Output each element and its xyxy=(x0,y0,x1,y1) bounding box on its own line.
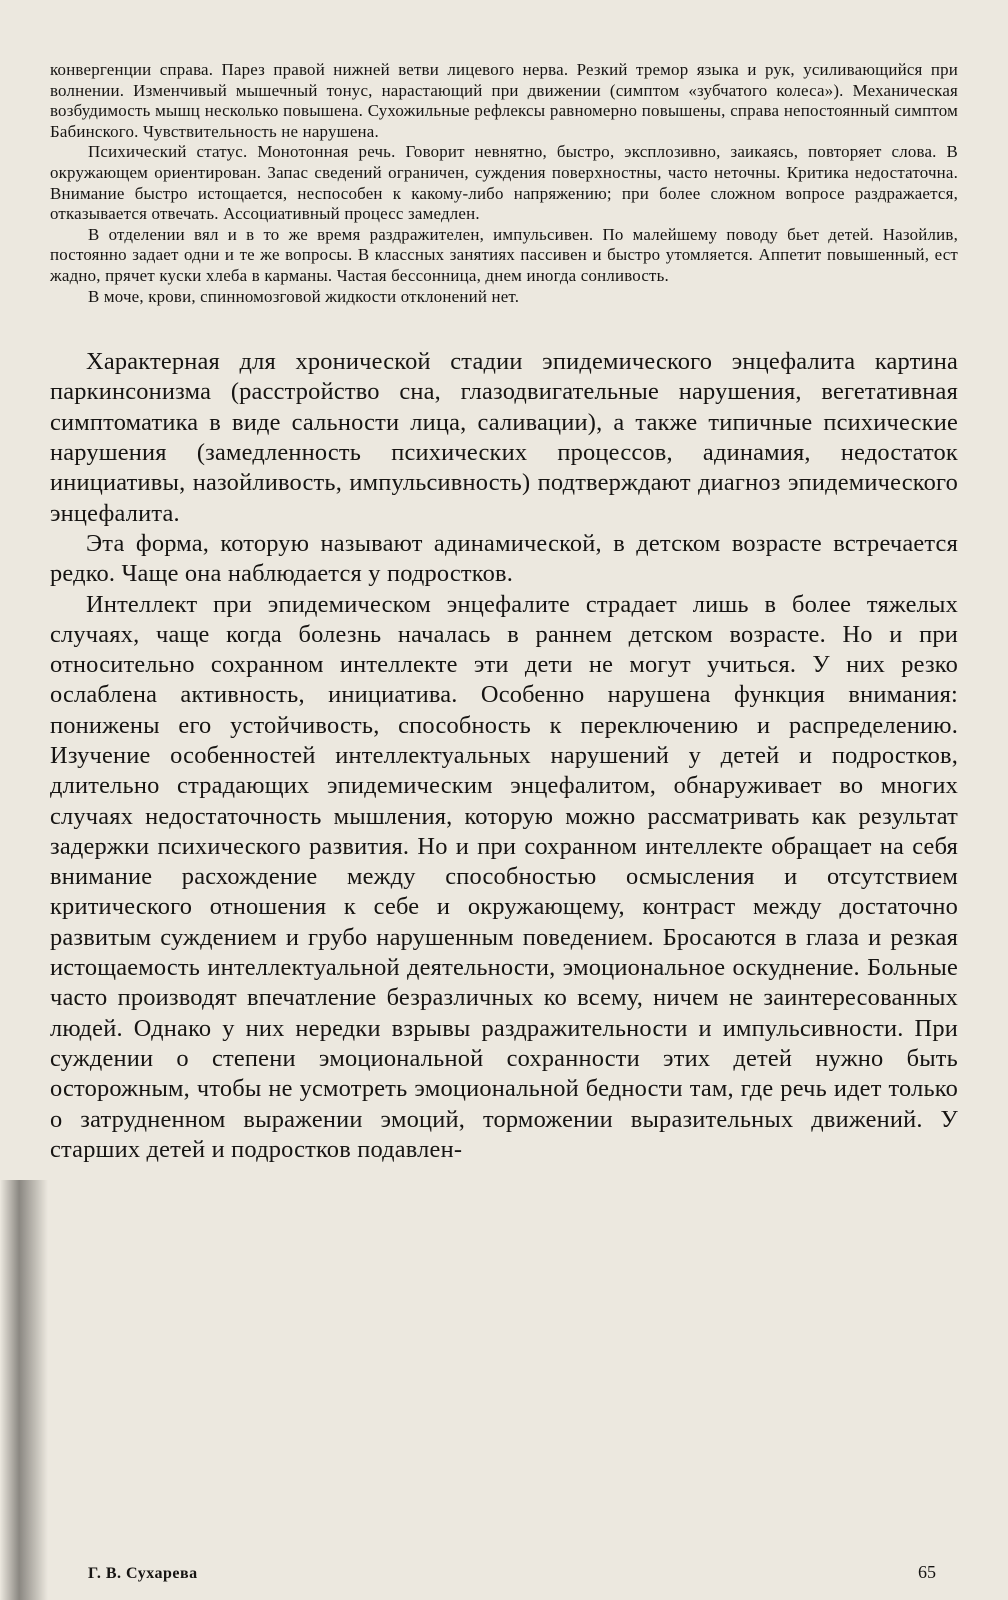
case-description xyxy=(50,60,958,307)
paragraph: конвергенции справа. Парез правой нижней ветви лицевого нерва. Резкий тремор языка и рук, усиливающийся при волнении. Изменчивый мышечный тонус, нарастающий при движении (симптом «зубчатого колеса»). Механическая возбудимость мышц несколько повышена. Сухожильные рефлексы равномерно повышены, справа непостоянный симптом Бабинского. Чувствительность не нарушена. xyxy=(50,60,958,141)
paragraph: Психический статус. Монотонная речь. Говорит невнятно, быстро, эксплозивно, заикаясь, повторяет слова. В окружающем ориентирован. Запас сведений ограничен, суждения поверхностны, часто неточны. Критика недостаточна. Внимание быстро истощается, неспособен к какому-либо напряжению; при более сложном вопросе раздражается, отказывается отвечать. Ассоциативный процесс замедлен. xyxy=(50,142,958,224)
paragraph: В моче, крови, спинномозговой жидкости отклонений нет. xyxy=(88,286,520,306)
paragraph: Характерная для хронической стадии эпидемического энцефалита картина паркинсонизма (расстройство сна, глазодвигательные нарушения, вегетативная симптоматика в виде сальности лица, саливации), а также типичные психические нарушения (замедленность психических процессов, адинамия, недостаток инициативы, назойливость, импульсивность) подтверждают диагноз эпидемического энцефалита. xyxy=(50,348,958,527)
page-number: 65 xyxy=(918,1562,936,1582)
paragraph: Эта форма, которую называют адинамической, в детском возрасте встречается редко. Чаще она наблюдается у подростков. xyxy=(50,529,958,588)
paragraph: В отделении вял и в то же время раздражителен, импульсивен. По малейшему поводу бьет детей. Назойлив, постоянно задает одни и те же вопросы. В классных занятиях пассивен и быстро утомляется. Аппетит повышенный, ест жадно, прячет куски хлеба в карманы. Частая бессонница, днем иногда сонливость. xyxy=(50,224,958,285)
paragraph: Интеллект при эпидемическом энцефалите страдает лишь в более тяжелых случаях, чаще когда болезнь началась в раннем детском возрасте. Но и при относительно сохранном интеллекте эти дети не могут учиться. У них резко ослаблена активность, инициатива. Особенно нарушена функция внимания: понижены его устойчивость, способность к переключению и распределению. Изучение особенностей интеллектуальных нарушений у детей и подростков, длительно страдающих эпидемическим энцефалитом, обнаруживает во многих случаях недостаточность мышления, которую можно рассматривать как результат задержки психического развития. Но и при сохранном интеллекте обращает на себя внимание расхождение между способностью осмысления и отсутствием критического отношения к себе и окружающему, контраст между достаточно развитым суждением и грубо нарушенным поведением. Бросаются в глаза и резкая истощаемость интеллектуальной деятельности, эмоциональное оскуднение. Больные часто производят впечатление безразличных ко всему, ничем не заинтересованных людей. Однако у них нередки взрывы раздражительности и импульсивности. При суждении о степени эмоциональной сохранности этих детей нужно быть осторожным, чтобы не усмотреть эмоциональной бедности там, где речь идет только о затрудненном выражении эмоций, торможении выразительных движений. У старших детей и подростков подавлен- xyxy=(50,590,958,1163)
footer-author: Г. В. Сухарева xyxy=(88,1565,198,1582)
main-text xyxy=(50,347,958,1165)
page-content xyxy=(50,60,958,1165)
page-footer xyxy=(88,1562,936,1588)
scan-edge-shadow xyxy=(0,1180,48,1600)
